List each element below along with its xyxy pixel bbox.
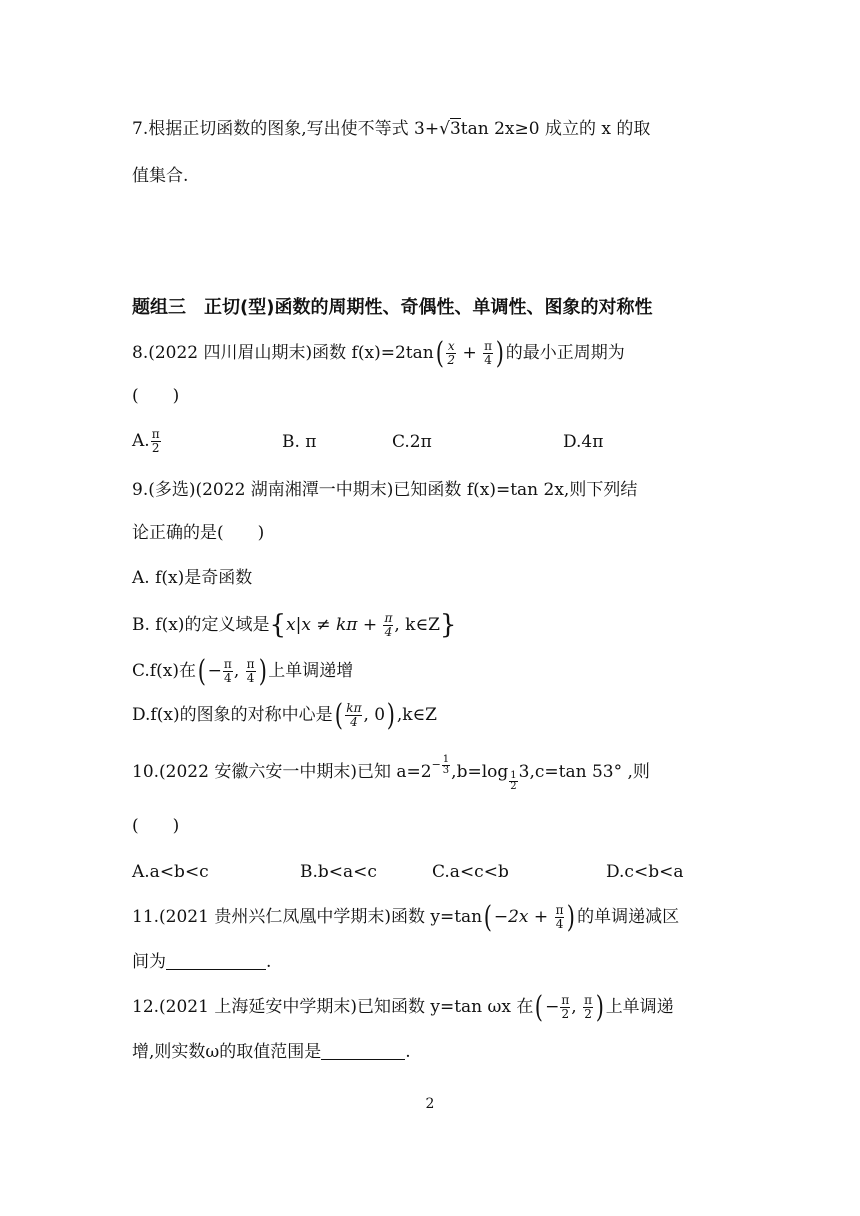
sqrt-argument: 3 xyxy=(449,119,461,139)
fraction: $\frac{\pi}{2}$ xyxy=(561,993,570,1021)
q12-stem: 12.(2021 上海延安中学期末)已知函数 y=tan ωx 在( − $\frac{\pi}{2}$ , $\frac{\pi}{2}$ ) 上单调递 xyxy=(132,990,674,1025)
log-base xyxy=(508,769,518,792)
q9-option-c: C.f(x)在( − $\frac{\pi}{4}$ , $\frac{\pi}{4}$ ) 上单调递增 xyxy=(132,654,354,689)
answer-blank[interactable] xyxy=(166,951,266,970)
fraction: $\frac{\pi}{4}$ xyxy=(246,657,255,685)
fraction: $\frac{\pi}{4}$ xyxy=(384,611,393,639)
q8-option-c: C.2π xyxy=(392,432,432,452)
fraction: $\frac{\pi}{4}$ xyxy=(555,903,564,931)
q7-line1: 7.根据正切函数的图象,写出使不等式 3+√3tan 2x≥0 成立的 x 的取 xyxy=(132,119,651,139)
q8-stem: 8.(2022 四川眉山期末)函数 f(x)=2tan( $\frac{x}{2}$ + $\frac{\pi}{4}$ ) 的最小正周期为 xyxy=(132,336,625,371)
q9-line2: 论正确的是( ) xyxy=(132,523,265,543)
page-number: 2 xyxy=(425,1096,435,1112)
fraction: $\frac{\pi}{2}$ xyxy=(151,427,160,455)
q9-option-b: B. f(x)的定义域是{x|x ≠ kπ + $\frac{\pi}{4}$ , k∈Z} xyxy=(132,610,457,640)
q8-option-a: A. $\frac{\pi}{2}$ xyxy=(132,427,160,455)
q9-line1: 9.(多选)(2022 湖南湘潭一中期末)已知函数 f(x)=tan 2x,则下列结 xyxy=(132,480,638,500)
q10-answer-paren: ( ) xyxy=(132,816,180,836)
q7-line2: 值集合. xyxy=(132,166,189,186)
answer-blank[interactable] xyxy=(321,1041,405,1060)
q9-option-a: A. f(x)是奇函数 xyxy=(132,568,253,588)
sqrt-symbol: √ xyxy=(439,119,450,139)
fraction: $\frac{k\pi}{4}$ xyxy=(346,701,362,729)
fraction: $\frac{\pi}{4}$ xyxy=(223,657,232,685)
q10-option-c: C.a<c<b xyxy=(432,862,509,882)
q8-answer-paren: ( ) xyxy=(132,386,180,406)
q8-option-b: B. π xyxy=(282,432,317,452)
q12-line2: 增,则实数ω的取值范围是 . xyxy=(132,1042,411,1062)
fraction: $\frac{\pi}{4}$ xyxy=(484,339,492,367)
section-heading: 题组三 正切(型)函数的周期性、奇偶性、单调性、图象的对称性 xyxy=(132,297,653,318)
q10-option-d: D.c<b<a xyxy=(606,862,684,882)
fraction: 1 2 xyxy=(510,769,517,792)
q9-option-d: D.f(x)的图象的对称中心是( $\frac{k\pi}{4}$ , 0) ,k∈Z xyxy=(132,698,437,733)
q10-option-a: A.a<b<c xyxy=(132,862,209,882)
q11-stem: 11.(2021 贵州兴仁凤凰中学期末)函数 y=tan( −2x + $\frac{\pi}{4}$ ) 的单调递减区 xyxy=(132,900,680,935)
q10-option-b: B.b<a<c xyxy=(300,862,377,882)
fraction: $\frac{1}{3}$ xyxy=(442,753,450,776)
q8-option-d: D.4π xyxy=(563,432,604,452)
fraction: $\frac{x}{2}$ xyxy=(447,339,456,367)
exponent: − 1 3 xyxy=(431,753,450,776)
q10-stem: 10.(2022 安徽六安一中期末)已知 $a=2^{- \frac{1}{3}}$ ,b=log $_{\frac{1}{2}}$ 3,c=tan 53° ,则 xyxy=(132,753,650,792)
fraction: $\frac{\pi}{2}$ xyxy=(584,993,592,1021)
q11-line2: 间为 . xyxy=(132,952,272,972)
